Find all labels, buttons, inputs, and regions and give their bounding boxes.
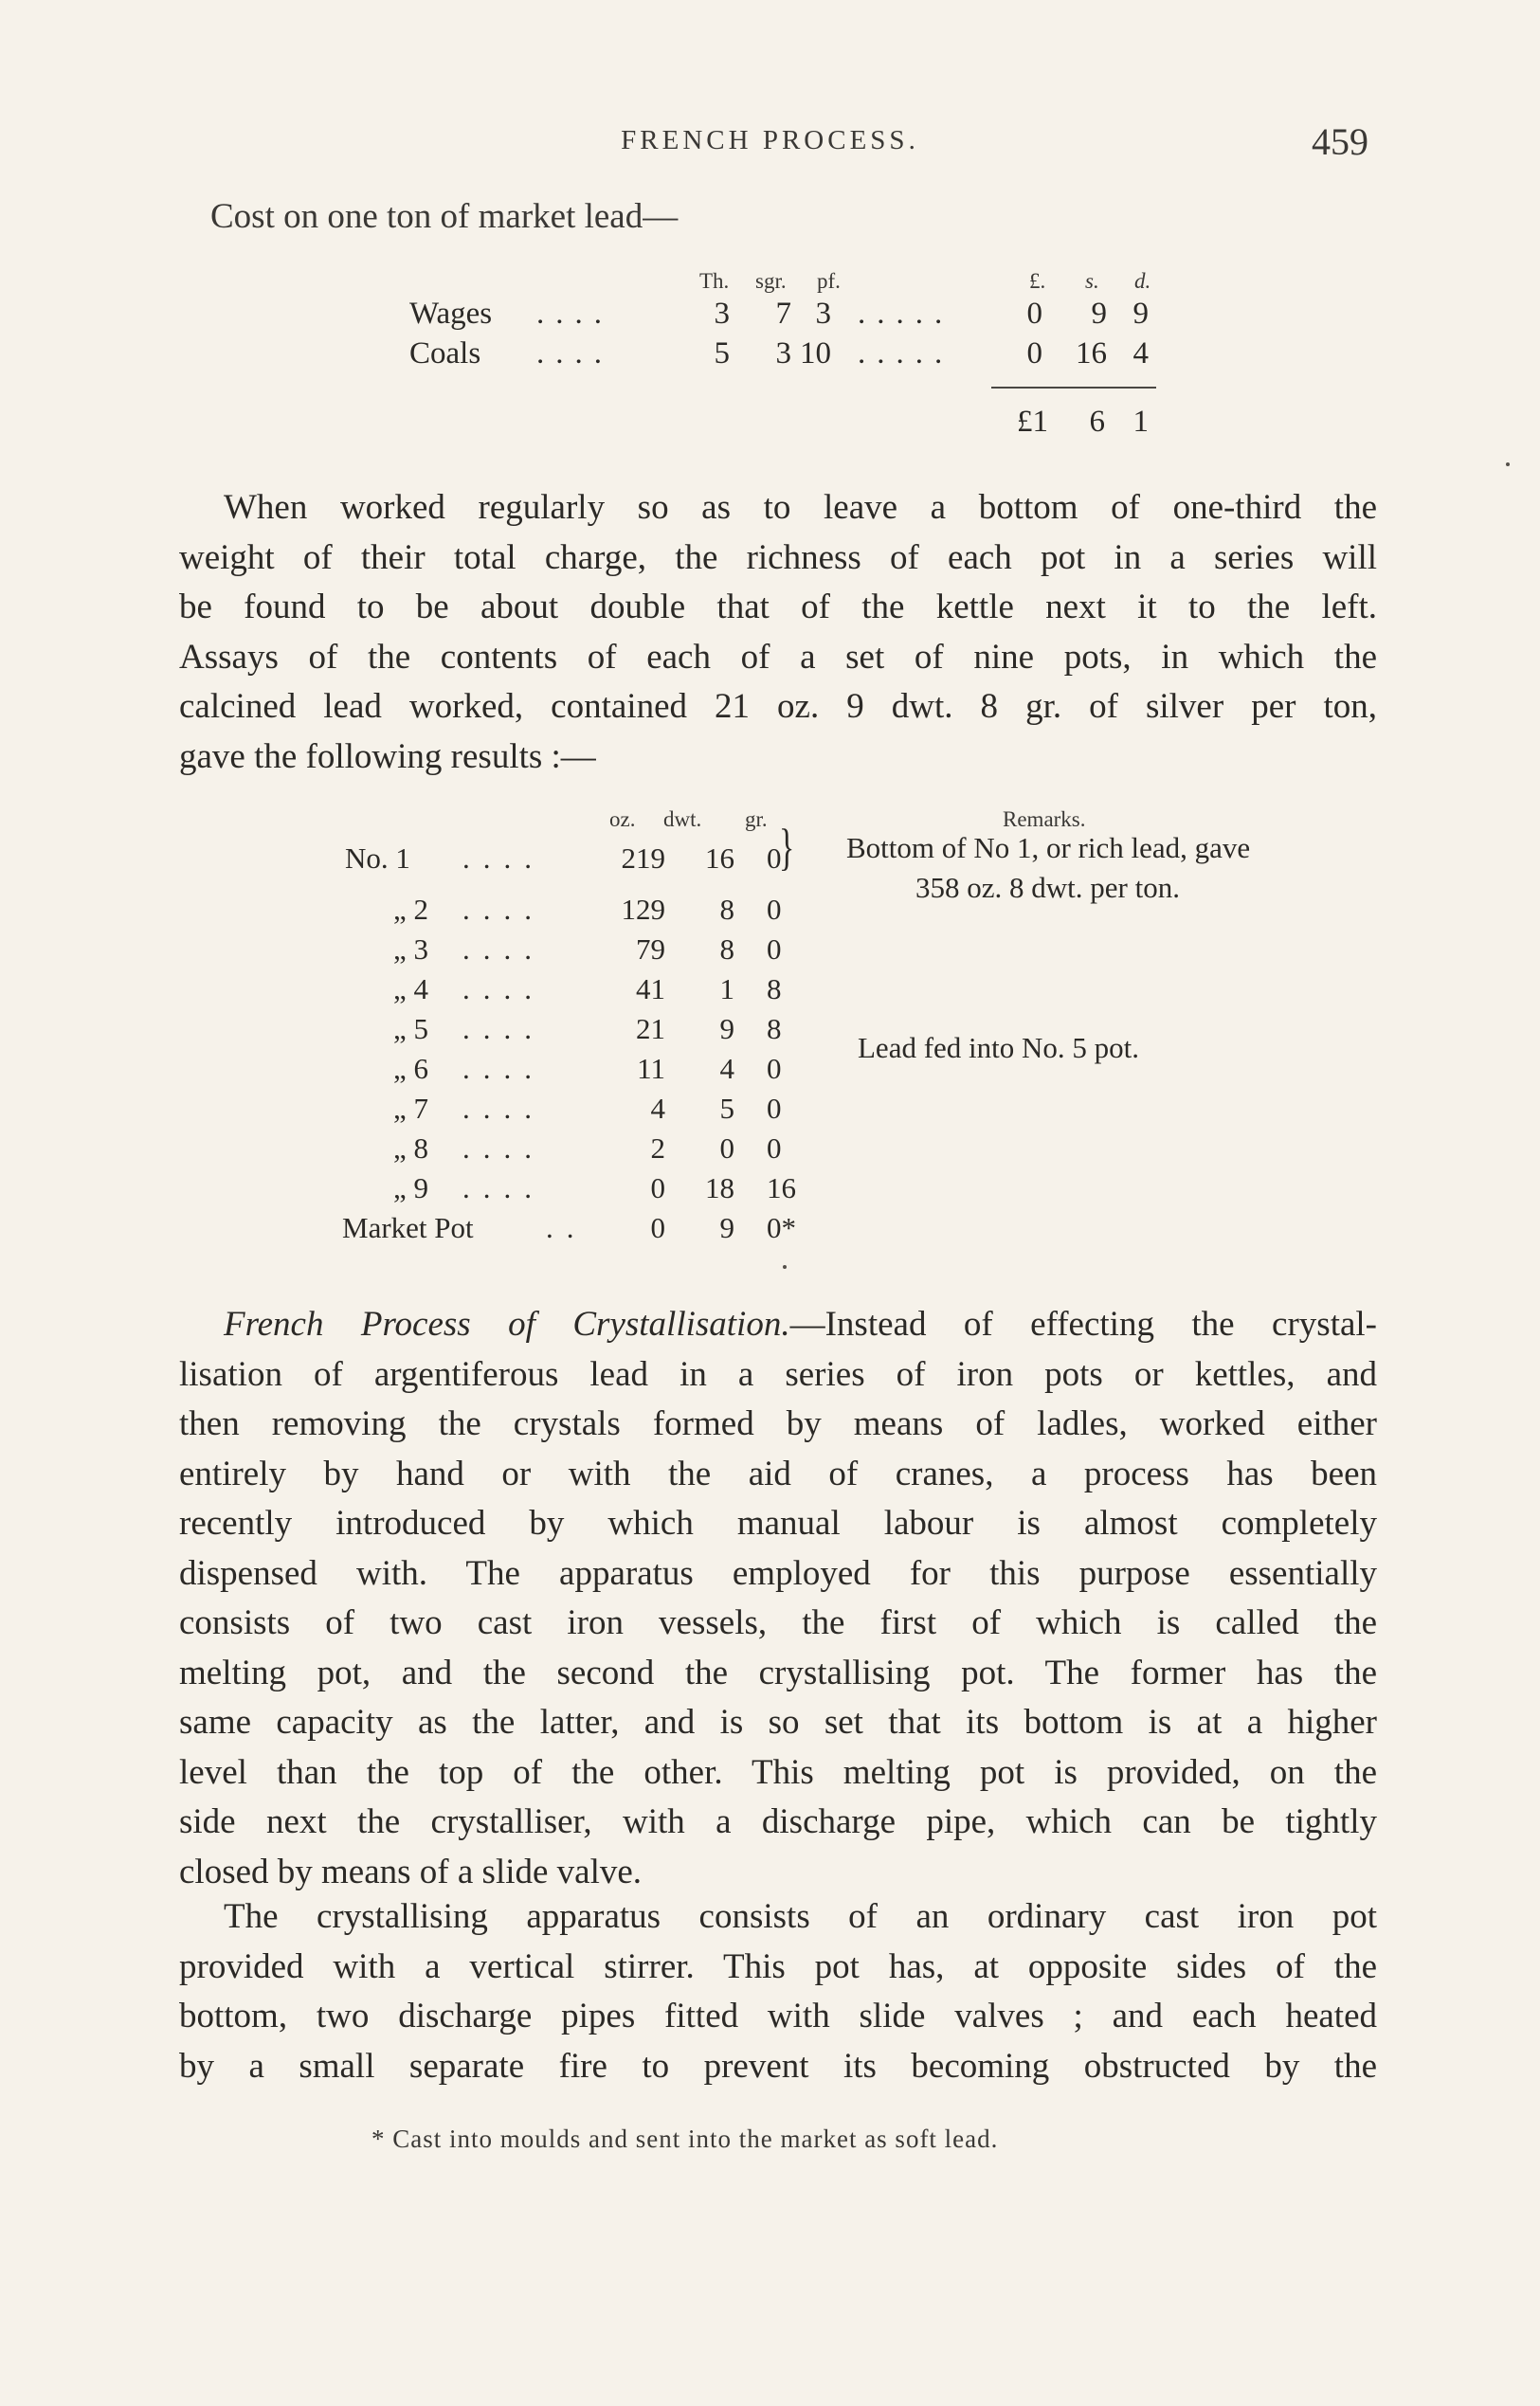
text-line: bottom, two discharge pipes fitted with slide valves ; and each heated	[179, 1997, 1377, 2035]
assay-cell-gr: 0	[767, 893, 782, 926]
leader-dots: ....	[462, 932, 545, 966]
cost-cell: 16	[1076, 336, 1107, 371]
leader-dots: .....	[858, 336, 954, 371]
leader-dots: ....	[536, 297, 613, 331]
text-line: consists of two cast iron vessels, the first of which is called the	[179, 1603, 1377, 1642]
leader-dots: ....	[462, 1052, 545, 1085]
cost-heading-pounds: £.	[1029, 269, 1046, 293]
assay-cell-oz: 129	[621, 893, 665, 926]
remarks-heading: Remarks.	[1003, 807, 1086, 831]
assay-cell-gr: 0	[767, 1092, 782, 1125]
assay-row-label: „ 9	[393, 1171, 429, 1204]
cost-cell: 7	[775, 297, 791, 331]
brace: }	[779, 820, 795, 877]
remark-no1-line1: Bottom of No 1, or rich lead, gave	[846, 831, 1251, 864]
assay-cell-dwt: 16	[705, 841, 734, 875]
text-run: —Instead of effecting the crystal-	[789, 1305, 1377, 1344]
assay-cell-oz: 219	[621, 841, 665, 875]
assay-cell-gr: 8	[767, 972, 782, 1005]
text-line: dispensed with. The apparatus employed for this purpose essentially	[179, 1553, 1377, 1593]
assay-cell-dwt: 5	[719, 1092, 734, 1125]
cost-cell: 3	[714, 297, 730, 331]
running-title: FRENCH PROCESS.	[621, 125, 919, 155]
cost-cell: 9	[1132, 297, 1149, 331]
leader-dots: ....	[462, 1171, 545, 1204]
assay-cell-gr: 0	[767, 932, 782, 966]
assay-cell-oz: 41	[636, 972, 665, 1005]
leader-dots: ....	[462, 841, 545, 875]
assay-cell-dwt: 9	[719, 1211, 734, 1244]
section-title: French Process of Crystallisation.	[224, 1305, 790, 1344]
assay-row-label: „ 3	[393, 932, 429, 966]
assay-cell-gr: 0	[767, 841, 782, 875]
text-line: melting pot, and the second the crystallising pot. The former has the	[179, 1653, 1377, 1692]
cost-heading-sgr: sgr.	[755, 269, 787, 293]
cost-heading-shillings: s.	[1085, 269, 1099, 293]
assay-cell-oz: 0	[650, 1211, 665, 1244]
cost-row-label: Wages	[409, 297, 493, 331]
cost-total: 1	[1132, 405, 1149, 439]
leader-dots: ....	[462, 893, 545, 926]
text-line	[179, 1300, 1377, 1350]
assay-cell-oz: 0	[650, 1171, 665, 1204]
assay-row-label: „ 8	[393, 1131, 429, 1165]
cost-heading-pf: pf.	[817, 269, 841, 293]
leader-dots: ....	[462, 1012, 545, 1045]
text-line: lisation of argentiferous lead in a series of iron pots or kettles, and	[179, 1354, 1377, 1394]
text-line: closed by means of a slide valve.	[179, 1852, 643, 1891]
cost-cell: 10	[800, 336, 831, 371]
text-line: The crystallising apparatus consists of an ordinary cast iron pot	[224, 1897, 1377, 1936]
cost-row-label: Coals	[409, 336, 481, 371]
cost-total: £1	[1017, 405, 1048, 439]
assay-row-label: „ 6	[393, 1052, 429, 1085]
text-line: side next the crystalliser, with a discharge pipe, which can be tightly	[179, 1802, 1377, 1841]
cost-total: 6	[1089, 405, 1105, 439]
assay-row-label: „ 7	[393, 1092, 429, 1125]
assay-cell-dwt: 18	[705, 1171, 734, 1204]
assay-cell-oz: 11	[637, 1052, 665, 1085]
assay-row-label: No. 1	[345, 841, 410, 875]
leader-dots: ..	[546, 1211, 588, 1244]
assay-cell-gr: 16	[767, 1171, 796, 1204]
assay-row-label: „ 2	[393, 893, 429, 926]
text-line: weight of their total charge, the richness of each pot in a series will	[179, 537, 1377, 577]
cost-heading-pence: d.	[1134, 269, 1151, 293]
text-line: then removing the crystals formed by means of ladles, worked either	[179, 1404, 1377, 1443]
cost-intro: Cost on one ton of market lead—	[210, 197, 679, 236]
assay-row-label: Market Pot	[342, 1211, 474, 1244]
text-line: gave the following results :—	[179, 736, 596, 776]
page-speck	[1506, 462, 1510, 466]
leader-dots: ....	[462, 1092, 545, 1125]
assay-heading-dwt: dwt.	[663, 807, 702, 831]
paragraph-french-process	[179, 1300, 1377, 1897]
assay-cell-gr: 8	[767, 1012, 782, 1045]
assay-row-label: „ 5	[393, 1012, 429, 1045]
text-line: level than the top of the other. This melting pot is provided, on the	[179, 1752, 1377, 1792]
cost-cell: 0	[1026, 297, 1042, 331]
text-line: Assays of the contents of each of a set of nine pots, in which the	[179, 637, 1377, 677]
assay-heading-gr: gr.	[745, 807, 768, 831]
cost-cell: 9	[1091, 297, 1107, 331]
cost-cell: 3	[815, 297, 831, 331]
cost-cell: 0	[1026, 336, 1042, 371]
assay-cell-oz: 4	[650, 1092, 665, 1125]
assay-cell-gr: 0	[767, 1052, 782, 1085]
cost-cell: 5	[714, 336, 730, 371]
assay-cell-oz: 2	[650, 1131, 665, 1165]
cost-heading-th: Th.	[699, 269, 730, 293]
page-number: 459	[1312, 120, 1368, 163]
assay-cell-dwt: 0	[719, 1131, 734, 1165]
cost-cell: 4	[1132, 336, 1149, 371]
assay-row-label: „ 4	[393, 972, 429, 1005]
text-line: be found to be about double that of the kettle next it to the left.	[179, 588, 1377, 626]
text-line: same capacity as the latter, and is so set that its bottom is at a higher	[179, 1703, 1377, 1742]
remark-no5: Lead fed into No. 5 pot.	[858, 1031, 1140, 1064]
assay-cell-dwt: 8	[719, 893, 734, 926]
footnote-mark: *	[371, 2125, 386, 2153]
footnote-text: Cast into moulds and sent into the market as soft lead.	[392, 2125, 999, 2153]
text-line: by a small separate fire to prevent its becoming obstructed by the	[179, 2046, 1377, 2086]
remark-no1-line2: 358 oz. 8 dwt. per ton.	[915, 871, 1180, 904]
text-line: entirely by hand or with the aid of cranes, a process has been	[179, 1454, 1377, 1493]
assay-cell-dwt: 8	[719, 932, 734, 966]
footnote	[371, 2125, 998, 2154]
page-speck	[783, 1265, 787, 1269]
cost-cell: 3	[775, 336, 791, 371]
assay-cell-dwt: 4	[719, 1052, 734, 1085]
assay-heading-oz: oz.	[609, 807, 636, 831]
assay-cell-gr: 0*	[767, 1211, 796, 1244]
paragraph-crystallising-apparatus	[179, 1892, 1377, 2091]
assay-cell-dwt: 9	[719, 1012, 734, 1045]
assay-cell-oz: 79	[636, 932, 665, 966]
leader-dots: ....	[462, 972, 545, 1005]
assay-cell-gr: 0	[767, 1131, 782, 1165]
text-line: provided with a vertical stirrer. This pot has, at opposite sides of the	[179, 1946, 1377, 1986]
paragraph-assay-intro	[179, 483, 1377, 782]
sum-rule	[991, 387, 1156, 389]
text-line: calcined lead worked, contained 21 oz. 9 dwt. 8 gr. of silver per ton,	[179, 687, 1377, 726]
assay-cell-oz: 21	[636, 1012, 665, 1045]
text-line: When worked regularly so as to leave a bottom of one-third the	[224, 488, 1377, 527]
text-line: recently introduced by which manual labour is almost completely	[179, 1504, 1377, 1543]
leader-dots: .....	[858, 297, 954, 331]
leader-dots: ....	[462, 1131, 545, 1165]
leader-dots: ....	[536, 336, 613, 371]
assay-cell-dwt: 1	[719, 972, 734, 1005]
